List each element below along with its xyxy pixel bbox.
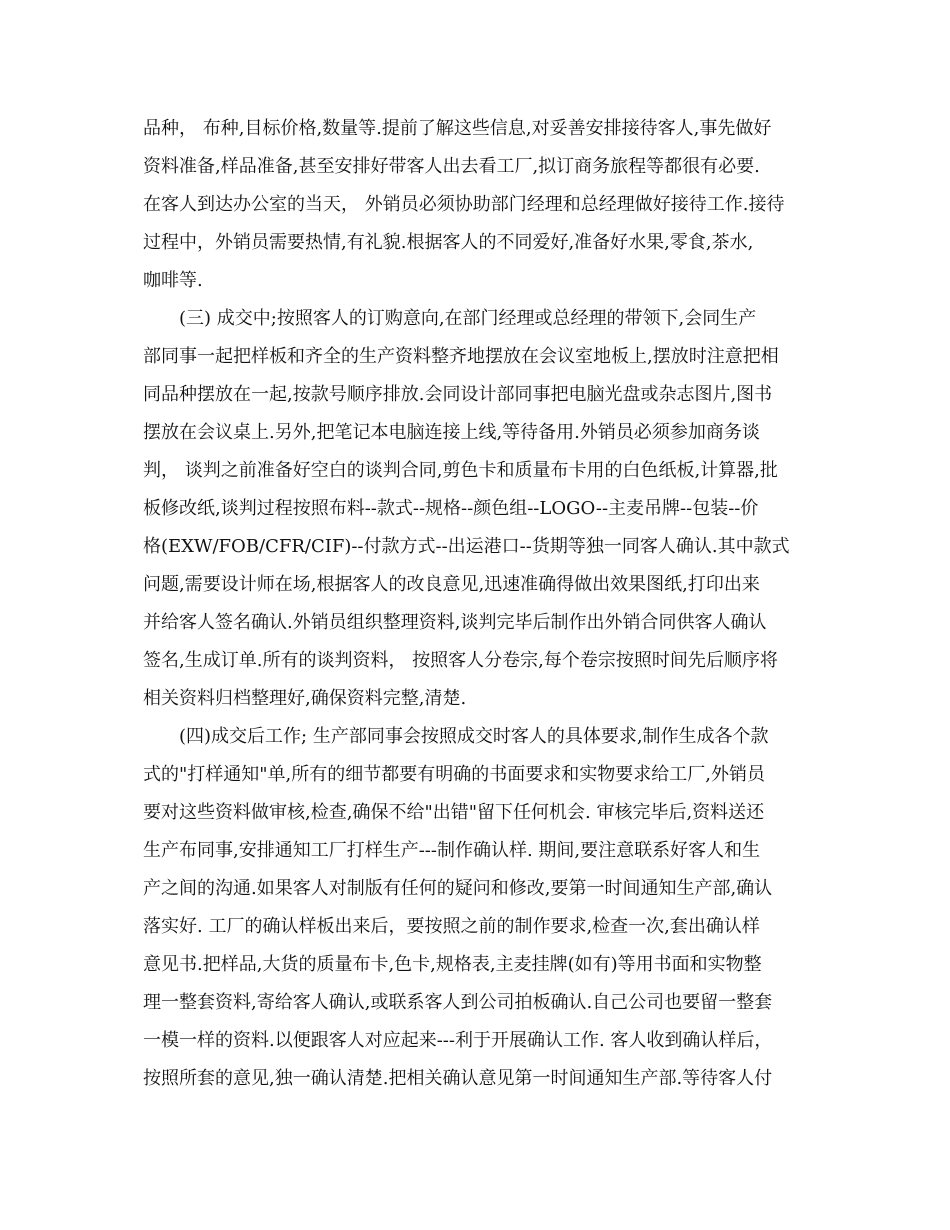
text-line: 品种， 布种,目标价格,数量等.提前了解这些信息,对妥善安排接待客人,事先做好: [143, 118, 772, 139]
text-line: 理一整套资料,寄给客人确认,或联系客人到公司拍板确认.自己公司也要留一整套: [143, 992, 773, 1013]
text-line: 格(EXW/FOB/CFR/CIF)--付款方式--出运港口--货期等独一同客人确认.其中款式: [143, 536, 790, 557]
text-line: 咖啡等.: [143, 270, 203, 291]
text-line: 按照所套的意见,独一确认清楚.把相关确认意见第一时间通知生产部.等待客人付: [143, 1068, 773, 1089]
text-line: 相关资料归档整理好,确保资料完整,清楚.: [143, 688, 467, 709]
text-line: 并给客人签名确认.外销员组织整理资料,谈判完毕后制作出外销合同供客人确认: [143, 612, 767, 633]
text-line: 落实好. 工厂的确认样板出来后，要按照之前的制作要求,检查一次,套出确认样: [143, 916, 760, 937]
text-line: 问题,需要设计师在场,根据客人的改良意见,迅速准确得做出效果图纸,打印出来: [143, 574, 760, 595]
text-line: 过程中，外销员需要热情,有礼貌.根据客人的不同爱好,准备好水果,零食,茶水,: [143, 232, 754, 253]
text-line: 判， 谈判之前准备好空白的谈判合同,剪色卡和质量布卡用的白色纸板,计算器,批: [143, 460, 778, 481]
text-line: 资料准备,样品准备,甚至安排好带客人出去看工厂,拟订商务旅程等都很有必要.: [143, 156, 760, 177]
text-line: 一模一样的资料.以便跟客人对应起来---利于开展确认工作. 客人收到确认样后，: [143, 1030, 773, 1051]
text-line: 式的"打样通知"单,所有的细节都要有明确的书面要求和实物要求给工厂,外销员: [143, 764, 765, 785]
text-line: 签名,生成订单.所有的谈判资料， 按照客人分卷宗,每个卷宗按照时间先后顺序将: [143, 650, 778, 671]
text-line: 部同事一起把样板和齐全的生产资料整齐地摆放在会议室地板上,摆放时注意把相: [143, 346, 779, 367]
text-line: 生产布同事,安排通知工厂打样生产---制作确认样. 期间,要注意联系好客人和生: [143, 840, 761, 861]
text-line: 摆放在会议桌上.另外,把笔记本电脑连接上线,等待备用.外销员必须参加商务谈: [143, 422, 760, 443]
text-line: 板修改纸,谈判过程按照布料--款式--规格--颜色组--LOGO--主麦吊牌--包装--价: [143, 498, 759, 519]
text-line: 要对这些资料做审核,检查,确保不给"出错"留下任何机会. 审核完毕后,资料送还: [143, 802, 765, 823]
text-line: 意见书.把样品,大货的质量布卡,色卡,规格表,主麦挂牌(如有)等用书面和实物整: [143, 954, 762, 975]
text-line: 同品种摆放在一起,按款号顺序排放.会同设计部同事把电脑光盘或杂志图片,图书: [143, 384, 773, 405]
paragraph-heading-line: (四)成交后工作; 生产部同事会按照成交时客人的具体要求,制作生成各个款: [179, 726, 769, 747]
text-line: 产之间的沟通.如果客人对制版有任何的疑问和修改,要第一时间通知生产部,确认: [143, 878, 773, 899]
text-line: 在客人到达办公室的当天， 外销员必须协助部门经理和总经理做好接待工作.接待: [143, 194, 785, 215]
paragraph-heading-line: (三) 成交中;按照客人的订购意向,在部门经理或总经理的带领下,会同生产: [179, 308, 757, 329]
